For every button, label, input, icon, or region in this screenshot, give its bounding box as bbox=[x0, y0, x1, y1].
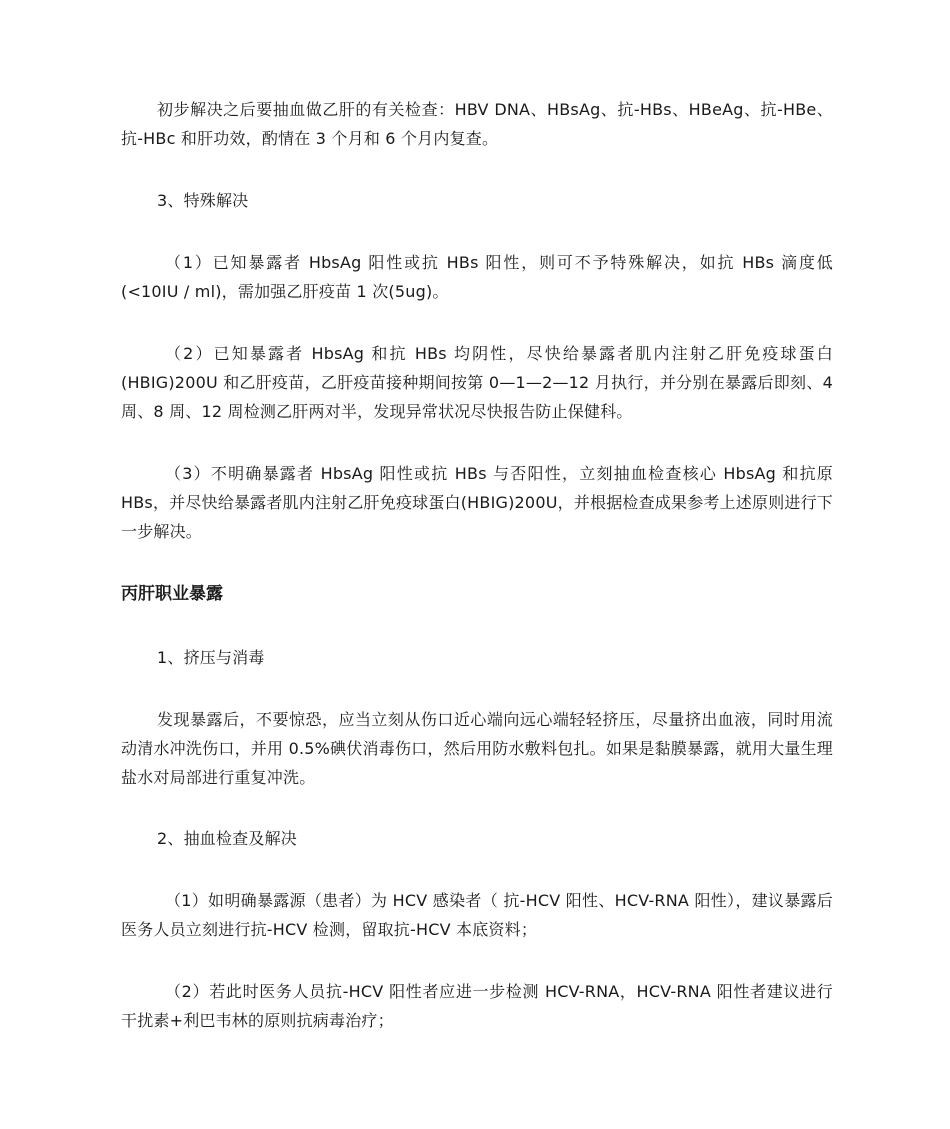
paragraph-hcv-1: （1）如明确暴露源（患者）为 HCV 感染者（ 抗-HCV 阳性、HCV-RNA 阳性），建议暴露后医务人员立刻进行抗-HCV 检测，留取抗-HCV 本底资料； bbox=[121, 891, 833, 939]
paragraph-special-3: （3）不明确暴露者 HbsAg 阳性或抗 HBs 与否阳性，立刻抽血检查核心 HbsAg 和抗原 HBs，并尽快给暴露者肌内注射乙肝免疫球蛋白(HBIG)200U，并根据检查成果参考上述原则进行下一步解决。 bbox=[121, 464, 834, 541]
paragraph-exposure-handling: 发现暴露后，不要惊恐，应当立刻从伤口近心端向远心端轻轻挤压，尽量挤出血液，同时用流动清水冲洗伤口，并用 0.5%碘伏消毒伤口，然后用防水敷料包扎。如果是黏膜暴露，就用大量生理盐水对局部进行重复冲洗。 bbox=[121, 710, 833, 787]
paragraph-special-2: （2）已知暴露者 HbsAg 和抗 HBs 均阴性，尽快给暴露者肌内注射乙肝免疫球蛋白(HBIG)200U 和乙肝疫苗，乙肝疫苗接种期间按第 0—1—2—12 月执行，并分别在暴露后即刻、4 周、8 周、12 周检测乙肝两对半，发现异常状况尽快报告防止保健科。 bbox=[121, 344, 833, 421]
paragraph-hbv-tests: 初步解决之后要抽血做乙肝的有关检查：HBV DNA、HBsAg、抗-HBs、HBeAg、抗-HBe、抗-HBc 和肝功效，酌情在 3 个月和 6 个月内复查。 bbox=[121, 100, 833, 148]
paragraph-hcv-2: （2）若此时医务人员抗-HCV 阳性者应进一步检测 HCV-RNA，HCV-RNA 阳性者建议进行干扰素+利巴韦林的原则抗病毒治疗； bbox=[121, 982, 833, 1030]
paragraph-special-1: （1）已知暴露者 HbsAg 阳性或抗 HBs 阳性，则可不予特殊解决，如抗 HBs 滴度低(<10IU / ml)，需加强乙肝疫苗 1 次(5ug)。 bbox=[121, 253, 833, 301]
subheading-special-handling: 3、特殊解决 bbox=[157, 191, 249, 210]
section-heading-hcv: 丙肝职业暴露 bbox=[121, 584, 223, 604]
subheading-squeeze-disinfect: 1、挤压与消毒 bbox=[157, 648, 265, 667]
subheading-blood-test: 2、抽血检查及解决 bbox=[157, 829, 297, 848]
